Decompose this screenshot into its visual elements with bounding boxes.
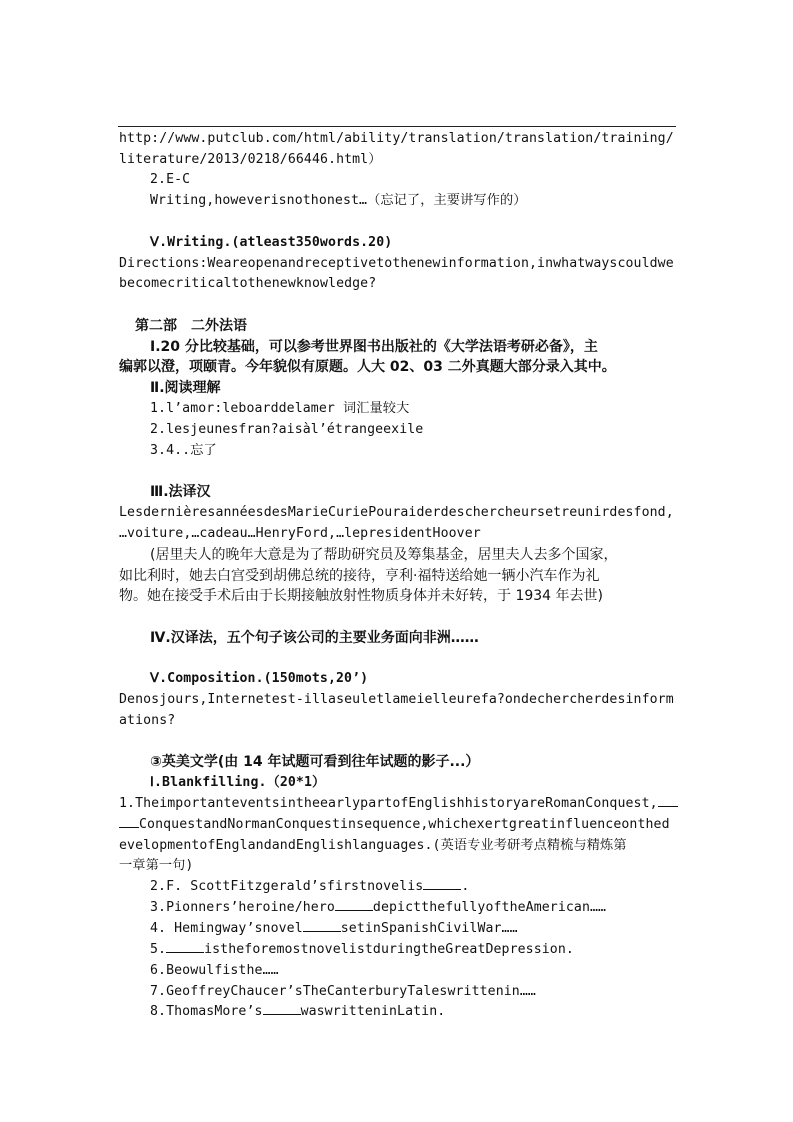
question-5-text: 5. [150, 942, 167, 957]
reading-item-2: 2.lesjeunesfran?aisàl’étrangeexile [150, 422, 424, 437]
directions-line-1: Directions:Weareopenandreceptivetothenewinformation,inwhatwayscouldwe [119, 256, 674, 271]
answer-blank [303, 919, 341, 932]
composition-title: Ⅴ.Composition.(150mots,20’) [150, 671, 369, 686]
question-1-line-3: evelopmentofEnglandandEnglishlanguages.(英语专业考研考点精梳与精炼第 [119, 838, 627, 853]
writing-note: Writing,howeverisnothonest…（忘记了，主要讲写作的） [150, 193, 527, 208]
question-4-end: setinSpanishCivilWar…… [340, 921, 518, 936]
question-1-line-1 [119, 794, 678, 814]
question-4 [150, 919, 518, 939]
question-1-line-2 [119, 815, 670, 835]
cn-fr-title: Ⅳ.汉译法，五个句子该公司的主要业务面向非洲…… [150, 630, 479, 646]
question-1-text-2: ConquestandNormanConquestinsequence,whichexertgreatinfluenceonthed [139, 817, 670, 832]
composition-line-2: ations? [119, 713, 176, 728]
part2-para-line-1: Ⅰ.20 分比较基础，可以参考世界图书出版社的《大学法语考研必备》，主 [150, 339, 598, 355]
curie-note-line-2: 如比利时，她去白宫受到胡佛总统的接待，亨利·福特送给她一辆小汽车作为礼 [119, 568, 600, 584]
answer-blank [119, 815, 139, 828]
question-7: 7.GeoffreyChaucer’sTheCanterburyTaleswrittenin…… [150, 984, 536, 999]
url-line-2: literature/2013/0218/66446.html） [119, 152, 382, 167]
question-8-text: 8.ThomasMore’s [150, 1004, 263, 1019]
blank-filling-title: Ⅰ.Blankfilling.（20*1） [150, 775, 326, 790]
question-2-end: . [461, 879, 470, 894]
question-3 [150, 898, 606, 918]
answer-blank [335, 898, 373, 911]
section-writing-title: Ⅴ.Writing.(atleast350words.20) [150, 235, 393, 250]
question-1-line-4: 一章第一句) [119, 858, 194, 873]
question-2-text: 2.F. ScottFitzgerald’sfirstnovelis [150, 879, 424, 894]
fr-text-line-2: …voiture,…cadeau…HenryFord,…lepresidentHoover [119, 526, 481, 541]
curie-note-line-3: 物。她在接受手术后由于长期接触放射性物质身体并未好转，于 1934 年去世) [119, 588, 603, 604]
question-1-text: 1.TheimportanteventsintheearlypartofEnglishhistoryareRomanConquest, [119, 796, 658, 811]
url-line-1: http://www.putclub.com/html/ability/translation/translation/training/ [119, 131, 674, 146]
question-8-end: waswritteninLatin. [300, 1004, 446, 1019]
fr-cn-title: Ⅲ.法译汉 [150, 484, 211, 500]
part2-para-line-2: 编郭以澄，项颐青。今年貌似有原题。人大 02、03 二外真题大部分录入其中。 [119, 359, 616, 375]
part3-title: ③英美文学(由 14 年试题可看到往年试题的影子...） [150, 754, 480, 770]
question-3-end: depictthefullyoftheAmerican…… [372, 900, 607, 915]
header-rule [118, 126, 676, 127]
question-2 [150, 877, 469, 897]
question-5-end: istheforemostnovelistduringtheGreatDepression. [204, 942, 574, 957]
reading-item-3: 3.4..忘了 [150, 443, 217, 458]
question-5 [150, 940, 574, 960]
reading-title: Ⅱ.阅读理解 [150, 380, 221, 396]
composition-line-1: Denosjours,Internetest-illaseuletlameielleurefa?ondechercherdesinform [119, 692, 674, 707]
question-4-text: 4. Hemingway’snovel [150, 921, 303, 936]
question-6: 6.Beowulfisthe…… [150, 963, 279, 978]
answer-blank [423, 877, 461, 890]
answer-blank [166, 940, 204, 953]
part2-title: 第二部 二外法语 [135, 318, 247, 334]
reading-item-1: 1.l’amor:leboarddelamer 词汇量较大 [150, 401, 410, 416]
question-8 [150, 1002, 445, 1022]
answer-blank [658, 794, 678, 807]
answer-blank [263, 1002, 301, 1015]
question-3-text: 3.Pionners’heroine/hero [150, 900, 335, 915]
curie-note-line-1: (居里夫人的晚年大意是为了帮助研究员及筹集基金，居里夫人去多个国家， [150, 547, 618, 563]
directions-line-2: becomecriticaltothenewknowledge? [119, 276, 377, 291]
item-2-ec: 2.E-C [150, 172, 191, 187]
fr-text-line-1: LesdernièresannéesdesMarieCuriePouraiderdeschercheursetreunirdesfond, [119, 505, 674, 520]
